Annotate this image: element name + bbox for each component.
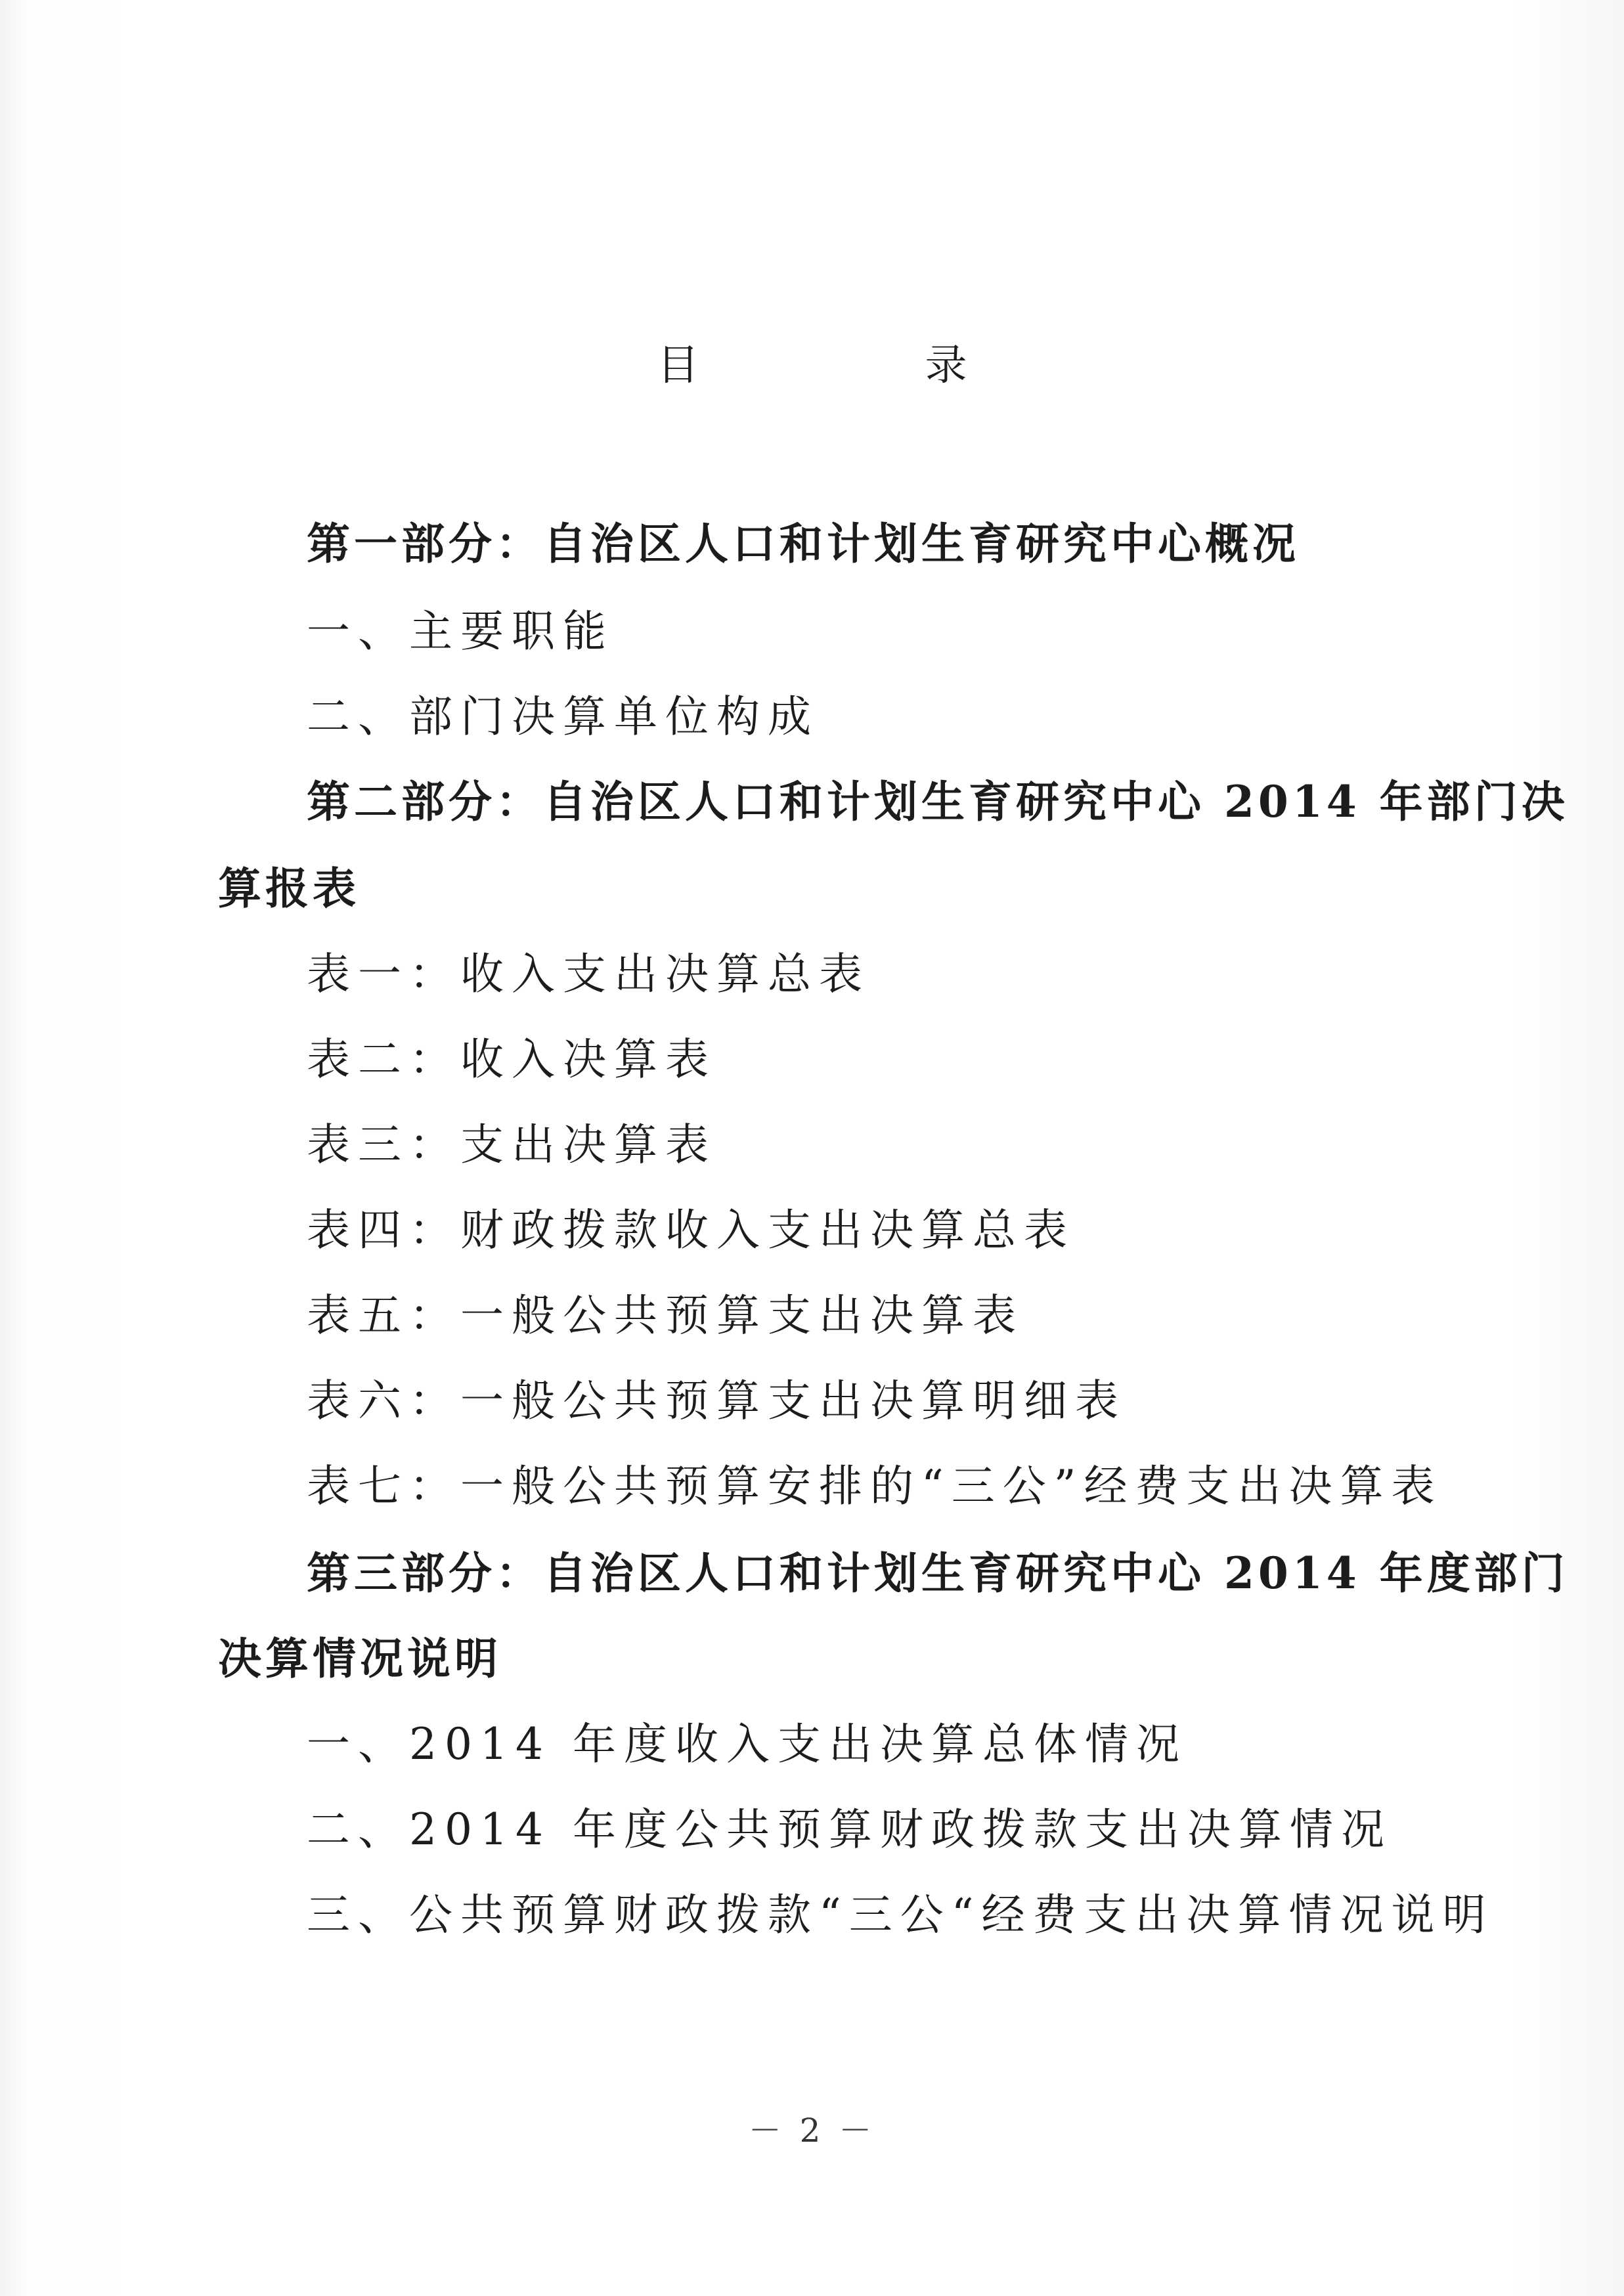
part2-heading-line1: 第二部分：自治区人口和计划生育研究中心 2014 年部门决 [307,776,1569,827]
toc-title: 目 录 [657,341,1059,390]
part3-heading-line1: 第三部分：自治区人口和计划生育研究中心 2014 年度部门 [307,1548,1569,1599]
part2-heading-line2: 算报表 [218,863,360,914]
part2-item-1: 表一：收入支出决算总表 [307,949,870,999]
part2-item-6: 表六：一般公共预算支出决算明细表 [307,1375,1126,1426]
part1-item-2: 二、部门决算单位构成 [307,691,819,742]
part2-item-5: 表五：一般公共预算支出决算表 [307,1290,1024,1341]
part3-item-2: 二、2014 年度公共预算财政拨款支出决算情况 [307,1804,1392,1855]
part3-item-3: 三、公共预算财政拨款“三公“经费支出决算情况说明 [307,1890,1494,1940]
part2-item-7: 表七：一般公共预算安排的“三公”经费支出决算表 [307,1461,1443,1511]
part1-heading: 第一部分：自治区人口和计划生育研究中心概况 [307,518,1300,569]
part2-item-2: 表二：收入决算表 [307,1034,716,1085]
page-number: － 2 － [748,2112,876,2150]
part3-heading-line2: 决算情况说明 [218,1633,502,1684]
part2-item-4: 表四：财政拨款收入支出决算总表 [307,1205,1075,1255]
part2-item-3: 表三：支出决算表 [307,1119,716,1170]
part1-item-1: 一、主要职能 [307,606,614,657]
part3-item-1: 一、2014 年度收入支出决算总体情况 [307,1719,1187,1769]
